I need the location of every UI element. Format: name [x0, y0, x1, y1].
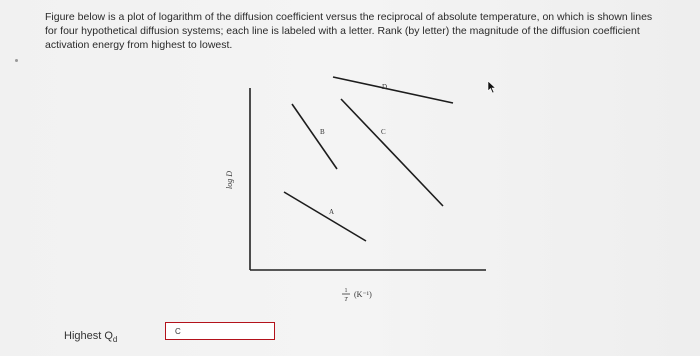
answer-input[interactable]: [165, 322, 275, 340]
line-b: [292, 104, 337, 169]
line-d: [333, 77, 453, 103]
line-label-b: B: [320, 128, 325, 136]
mouse-pointer-icon: [487, 80, 499, 94]
answer-label: [64, 330, 117, 344]
line-label-d: D: [382, 83, 388, 91]
x-axis-label-denominator: T: [344, 297, 348, 303]
y-axis-label: log D: [225, 171, 234, 189]
line-c: [341, 99, 443, 206]
x-axis-label-numerator: 1: [344, 288, 348, 294]
question-text: Figure below is a plot of logarithm of the diffusion coefficient versus the reciprocal of absolute temperature, on which is shown lines for four hypothetical diffusion systems; each line is labeled with a letter. Rank (by letter) the magnitude of the diffusion coefficient activation energy from highest to lowest.: [45, 11, 653, 51]
answer-label-subscript: d: [112, 335, 118, 345]
answer-label-text: Highest Q: [64, 330, 113, 342]
x-axis-label-units: (K⁻¹): [354, 290, 372, 299]
x-axis-label: [342, 288, 372, 303]
line-a: [284, 192, 366, 241]
line-label-c: C: [381, 128, 386, 136]
line-label-a: A: [329, 208, 335, 216]
